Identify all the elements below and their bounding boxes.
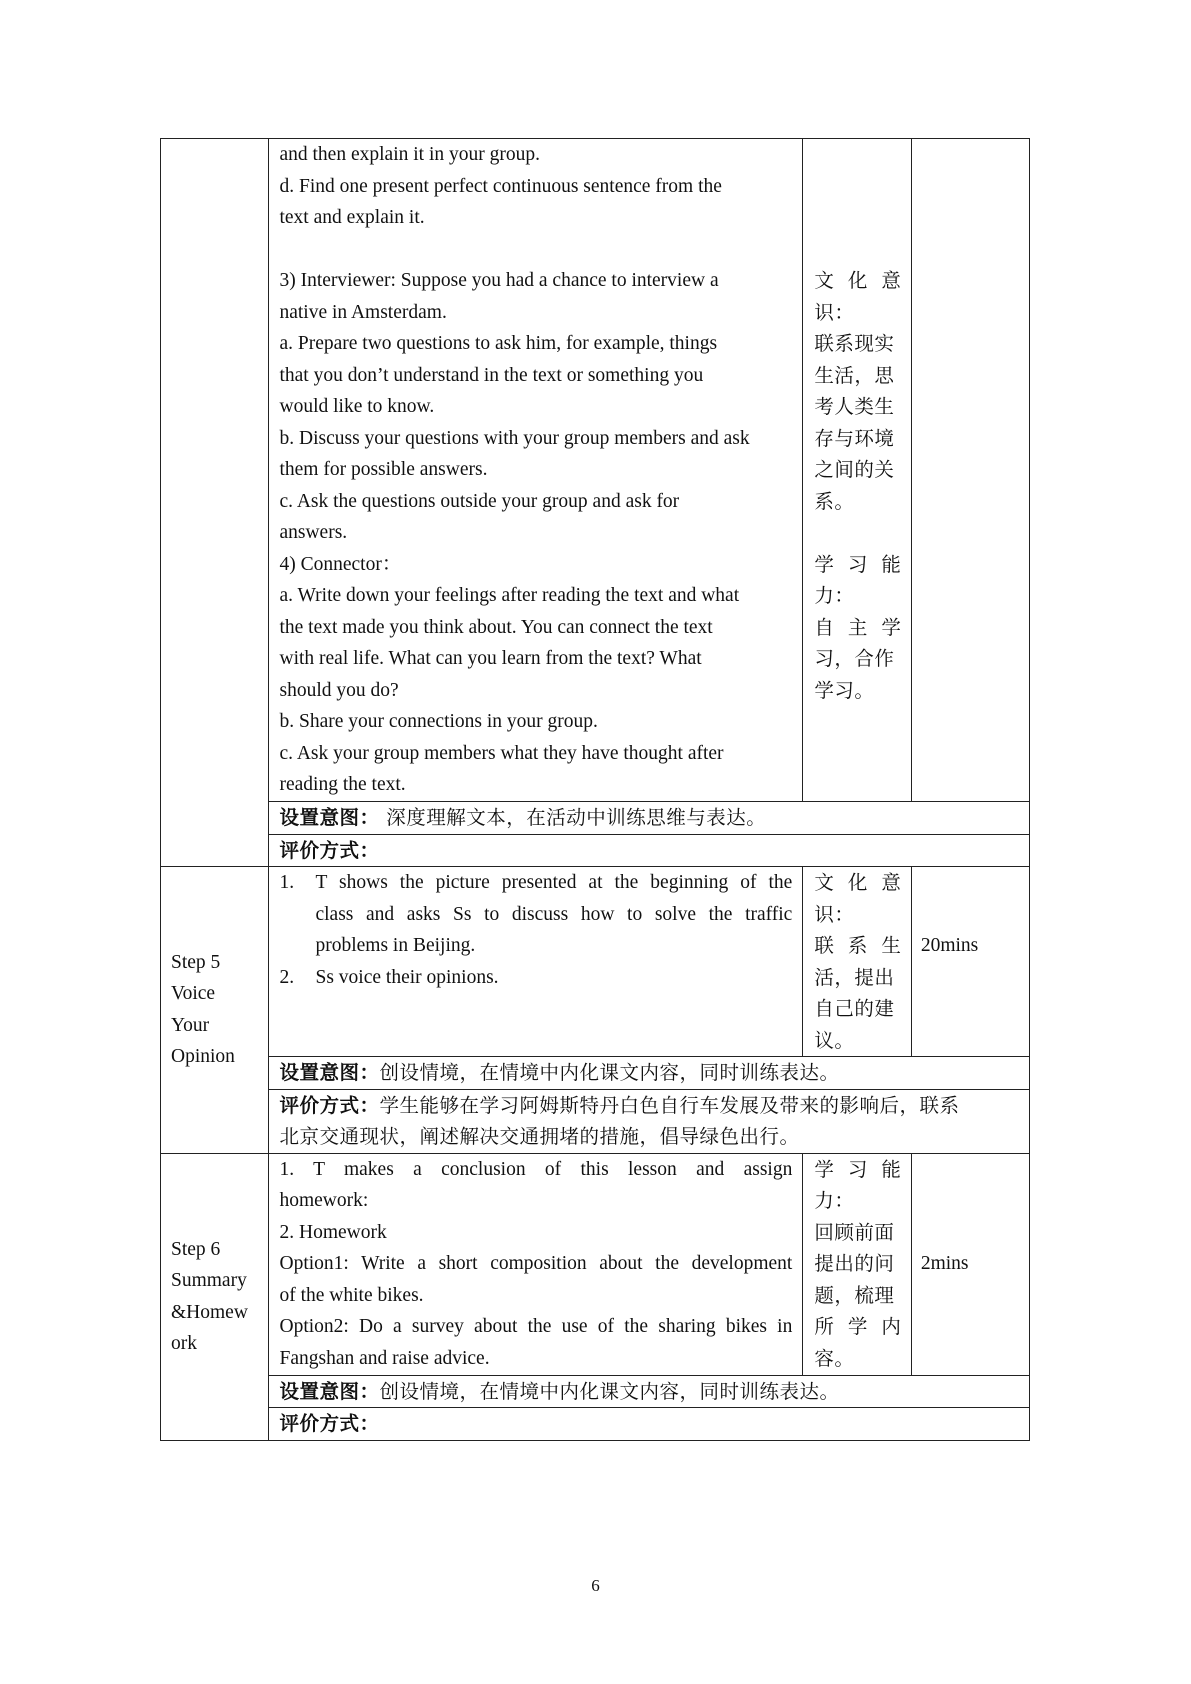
- activity-line: would like to know.: [279, 396, 435, 417]
- objective-line: 学 习 能: [814, 552, 901, 576]
- activity-line: them for possible answers.: [279, 459, 488, 480]
- time-value: 2mins: [920, 1252, 969, 1274]
- step5-design-row: [161, 1057, 1030, 1090]
- list-item: [279, 867, 792, 962]
- design-intent-cell: [269, 1057, 1030, 1090]
- objective-line: 题，梳理: [814, 1283, 895, 1307]
- step5-time-cell: [911, 867, 1029, 1057]
- step-label: ork: [171, 1333, 197, 1354]
- activity-line: c. Ask your group members what they have thought after: [279, 742, 724, 764]
- objective-line: 所 学 内: [814, 1315, 901, 1338]
- evaluation-cell: [269, 1408, 1030, 1441]
- activity-line: a. Write down your feelings after reading the text and what: [279, 585, 740, 606]
- continued-activity-cell: [269, 139, 803, 802]
- design-intent-cell: [269, 801, 1030, 834]
- activity-line: native in Amsterdam.: [279, 301, 447, 323]
- objective-line: 回顾前面: [814, 1220, 895, 1244]
- step5-label-cell: [161, 867, 269, 1154]
- activity-line: 1. T makes a conclusion of this lesson and assign: [279, 1158, 793, 1180]
- design-intent-label: 设置意图：: [279, 1379, 380, 1403]
- lesson-plan-table: [160, 138, 1030, 1441]
- activity-line: and then explain it in your group.: [279, 144, 540, 165]
- objective-line: 之间的关: [814, 458, 895, 481]
- step-label: Summary: [171, 1270, 247, 1291]
- step5-objective-cell: [803, 867, 911, 1057]
- activity-line: Option1: Write a short composition about the development: [279, 1253, 793, 1274]
- objective-line: 提出的问: [814, 1252, 895, 1275]
- evaluation-cell: [269, 834, 1030, 867]
- activity-line: Ss voice their opinions.: [315, 966, 499, 988]
- objective-line: 文 化 意: [814, 269, 901, 292]
- design-intent-text: 创设情境，在情境中内化课文内容，同时训练表达。: [379, 1061, 840, 1084]
- activity-line: reading the text.: [279, 774, 406, 795]
- activity-line: a. Prepare two questions to ask him, for example, things: [279, 333, 718, 354]
- evaluation-label: 评价方式：: [279, 1412, 380, 1435]
- activity-line: should you do?: [279, 679, 399, 701]
- activity-line: with real life. What can you learn from the text? What: [279, 648, 702, 669]
- activity-line: [279, 234, 792, 266]
- activity-line: that you don’t understand in the text or something you: [279, 364, 704, 386]
- design-intent-label: 设置意图：: [279, 805, 380, 829]
- item-number: 2.: [279, 966, 295, 988]
- activity-line: b. Share your connections in your group.: [279, 711, 598, 732]
- design-intent-text: 深度理解文本，在活动中训练思维与表达。: [379, 805, 767, 829]
- activity-line: problems in Beijing.: [315, 935, 476, 956]
- objective-line: 力：: [814, 584, 855, 607]
- design-intent-cell: [269, 1375, 1030, 1408]
- step-label: &Homew: [171, 1301, 248, 1323]
- activity-line: T shows the picture presented at the beginning of the: [315, 872, 793, 893]
- step6-eval-row: [161, 1408, 1030, 1441]
- activity-line: Fangshan and raise advice.: [279, 1347, 490, 1369]
- step5-row: [161, 867, 1030, 1057]
- objective-line: 自己的建: [814, 997, 895, 1020]
- evaluation-label: 评价方式：: [279, 838, 380, 862]
- activity-line: the text made you think about. You can connect the text: [279, 616, 713, 638]
- objective-line: 生活，思: [814, 363, 895, 387]
- step6-objective-cell: [803, 1153, 911, 1375]
- activity-line: of the white bikes.: [279, 1284, 424, 1306]
- step5-eval-row: [161, 1089, 1030, 1153]
- objective-line: 习，合作: [814, 647, 895, 670]
- step6-activity-cell: [269, 1153, 803, 1375]
- evaluation-text: 学生能够在学习阿姆斯特丹白色自行车发展及带来的影响后，联系: [379, 1093, 960, 1117]
- objective-line: 自 主 学: [814, 615, 901, 639]
- step-label: Step 6: [171, 1238, 221, 1260]
- activity-line: homework:: [279, 1190, 369, 1211]
- activity-line: text and explain it.: [279, 207, 425, 228]
- activity-line: class and asks Ss to discuss how to solve the traffic: [315, 903, 793, 925]
- objective-line: 文 化 意: [814, 871, 901, 894]
- continued-design-row: [161, 801, 1030, 834]
- activity-line: c. Ask the questions outside your group and ask for: [279, 490, 680, 512]
- item-number: 1.: [279, 872, 295, 893]
- objective-line: 力：: [814, 1189, 855, 1212]
- step-label: Your: [171, 1014, 210, 1036]
- design-intent-text: 创设情境，在情境中内化课文内容，同时训练表达。: [379, 1379, 840, 1403]
- objective-line: 识：: [814, 902, 855, 926]
- objective-line: 学 习 能: [814, 1157, 901, 1181]
- continued-step-row: [161, 139, 1030, 802]
- objective-line: 系。: [814, 489, 855, 513]
- list-item: [279, 962, 792, 994]
- objective-line: [814, 517, 900, 549]
- continued-eval-row: [161, 834, 1030, 867]
- objective-line: 联 系 生: [814, 934, 901, 957]
- evaluation-text: 北京交通现状，阐述解决交通拥堵的措施，倡导绿色出行。: [279, 1125, 800, 1148]
- step6-row: [161, 1153, 1030, 1375]
- evaluation-label: 评价方式：: [279, 1093, 380, 1117]
- objective-line: 学习。: [814, 678, 875, 702]
- objective-line: 识：: [814, 300, 855, 324]
- activity-line: 4) Connector：: [279, 553, 402, 575]
- objective-line: 考人类生: [814, 395, 895, 418]
- objective-line: 存与环境: [814, 426, 895, 450]
- step-label: Voice: [171, 983, 216, 1005]
- activity-line: 3) Interviewer: Suppose you had a chance to interview a: [279, 270, 719, 291]
- activity-line: d. Find one present perfect continuous sentence from the: [279, 175, 722, 197]
- objective-line: 容。: [814, 1346, 855, 1370]
- objective-line: 活，提出: [814, 965, 895, 989]
- activity-line: b. Discuss your questions with your group members and ask: [279, 427, 750, 449]
- step-label: Opinion: [171, 1046, 235, 1068]
- step6-label-cell: [161, 1153, 269, 1440]
- activity-line: Option2: Do a survey about the use of the sharing bikes in: [279, 1316, 793, 1337]
- objective-line: 联系现实: [814, 332, 895, 355]
- step6-time-cell: [911, 1153, 1029, 1375]
- objective-line: 议。: [814, 1028, 855, 1052]
- continued-time-cell: [911, 139, 1029, 802]
- page-number: 6: [591, 1576, 600, 1595]
- evaluation-cell: [269, 1089, 1030, 1153]
- activity-line: 2. Homework: [279, 1221, 387, 1243]
- time-value: 20mins: [920, 935, 979, 956]
- step6-design-row: [161, 1375, 1030, 1408]
- activity-line: answers.: [279, 522, 348, 543]
- design-intent-label: 设置意图：: [279, 1061, 380, 1084]
- continued-objective-cell: [803, 139, 911, 802]
- continued-step-cell: [161, 139, 269, 867]
- step5-activity-cell: [269, 867, 803, 1057]
- step-label: Step 5: [171, 951, 221, 973]
